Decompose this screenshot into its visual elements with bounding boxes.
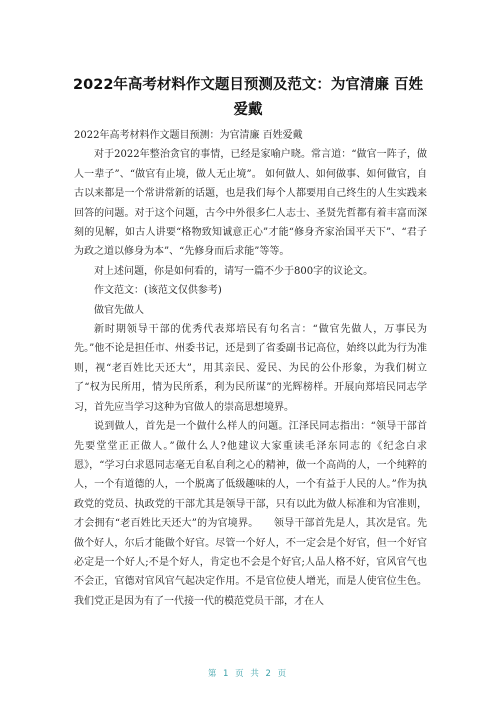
document-title: 2022年高考材料作文题目预测及范文：为官清廉 百姓爱戴 bbox=[73, 77, 423, 118]
page-footer: 第 1 页 共 2 页 bbox=[207, 669, 289, 679]
body-paragraph: 作文范文：(该范文仅供参考) bbox=[94, 285, 222, 297]
body-paragraph: 做官先做人 bbox=[94, 304, 144, 316]
subtitle-line: 2022年高考材料作文题目预测：为官清廉 百姓爱戴 bbox=[74, 130, 303, 141]
body-paragraph: 对于2022年整治贪官的事情，已经是家喻户晓。常言道：“做官一阵子，做人一辈子”、“做官有止境，做人无止境”。 如何做人、如何做事、如何做官，自古以来都是一个常讲常新的话题，也是我们每个人都要用自己终生的人生实践来回答的问题。对于这个问题，古今中外很多仁人志士、圣贤先哲都有着丰富而深刻的见解，如古人讲要“格物致知诚意正心”才能“修身齐家治国平天下”、“君子为政之道以修身为本”、“先修身而后求能”等等。 bbox=[74, 149, 427, 258]
document-body bbox=[74, 126, 427, 611]
body-paragraph: 新时期领导干部的优秀代表郑培民有句名言：“做官先做人，万事民为先。”他不论是担任市、州委书记，还是到了省委副书记高位，始终以此为行为准则，视“老百姓比天还大”，用其亲民、爱民、为民的公仆形象，为我们树立了“权为民所用，情为民所系，利为民所谋”的光辉榜样。开展向郑培民同志学习，首先应当学习这种为官做人的崇高思想境界。 bbox=[74, 324, 427, 413]
body-paragraph: 说到做人，首先是一个做什么样人的问题。江泽民同志指出：“领导干部首先要堂堂正正做人。”做什么人?他建议大家重读毛泽东同志的《纪念白求恩》，“学习白求恩同志毫无自私自利之心的精神，做一个高尚的人，一个纯粹的人，一个有道德的人，一个脱离了低级趣味的人，一个有益于人民的人。”作为执政党的党员、执政党的干部尤其是领导干部，只有以此为做人标准和为官准则，才会拥有“老百姓比天还大”的为官境界。 领导干部首先是人，其次是官。先做个好人，尔后才能做个好官。尽管一个好人，不一定会是个好官，但一个好官必定是一个好人;不是个好人，肯定也不会是个好官;人品人格不好，官风官气也不会正，官德对官风官气起决定作用。不是官位使人增光，而是人使官位生色。我们党正是因为有了一代接一代的模范党员干部，才在人 bbox=[74, 421, 427, 607]
body-paragraph: 对上述问题，你是如何看的，请写一篇不少于800字的议论文。 bbox=[94, 265, 374, 277]
